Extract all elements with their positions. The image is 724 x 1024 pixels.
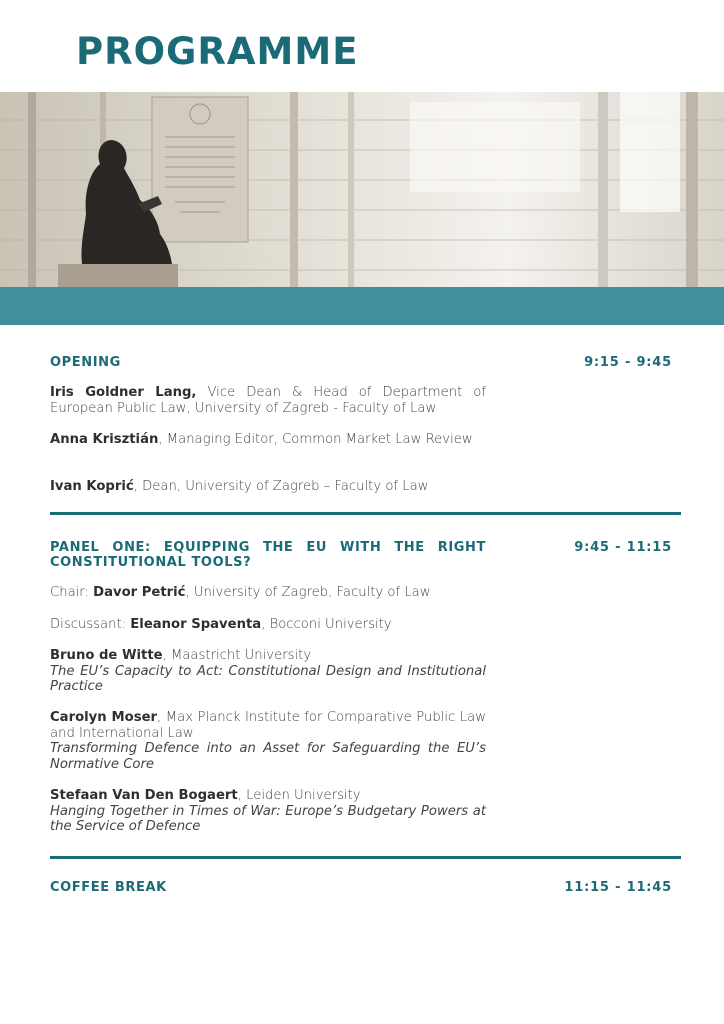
panel-one-section <box>50 540 680 840</box>
speaker-name: Bruno de Witte <box>50 648 163 663</box>
speaker-affiliation: Vice Dean & Head of Department of European Public Law, University of Zagreb - Faculty of Law <box>50 385 486 416</box>
speaker-name: Iris Goldner Lang, <box>50 385 197 400</box>
speaker-entry <box>50 432 486 448</box>
section-title: OPENING <box>50 355 121 370</box>
chair-entry <box>50 585 486 601</box>
discussant-entry <box>50 617 486 633</box>
section-time: 11:15 - 11:45 <box>564 880 672 895</box>
talk-title: Transforming Defence into an Asset for Safeguarding the EU’s Normative Core <box>50 741 486 772</box>
speaker-name: Ivan Koprić <box>50 479 134 494</box>
speaker-name: Stefaan Van Den Bogaert <box>50 788 238 803</box>
speaker-entry <box>50 710 486 772</box>
speaker-entry <box>50 648 486 695</box>
hero-photo <box>0 92 724 287</box>
speaker-affiliation: , Dean, University of Zagreb – Faculty of Law <box>133 479 429 494</box>
opening-section <box>50 355 680 505</box>
speaker-entry <box>50 479 486 495</box>
section-divider <box>50 856 681 859</box>
discussant-name: Eleanor Spaventa <box>130 617 262 632</box>
talk-title: The EU’s Capacity to Act: Constitutional Design and Institutional Practice <box>50 663 486 694</box>
section-title: PANEL ONE: EQUIPPING THE EU WITH THE RIGHT CONSTITUTIONAL TOOLS? <box>50 540 486 570</box>
speaker-name: Carolyn Moser <box>50 710 158 725</box>
page-title: PROGRAMME <box>76 30 359 73</box>
speaker-affiliation: , Leiden University <box>237 788 361 803</box>
section-time: 9:15 - 9:45 <box>584 355 672 370</box>
talk-title: Hanging Together in Times of War: Europe’s Budgetary Powers at the Service of Defence <box>50 803 486 834</box>
discussant-affiliation: , Bocconi University <box>261 617 392 632</box>
speaker-name: Anna Krisztián <box>50 432 159 447</box>
section-title: COFFEE BREAK <box>50 880 167 895</box>
speaker-entry <box>50 788 486 835</box>
speaker-affiliation: , Max Planck Institute for Comparative Public Law and International Law <box>50 710 487 741</box>
chair-affiliation: , University of Zagreb, Faculty of Law <box>185 585 431 600</box>
role-label: Chair: <box>50 585 94 600</box>
speaker-affiliation: , Maastricht University <box>162 648 312 663</box>
statue-photo-icon <box>0 92 724 287</box>
accent-band <box>0 287 724 325</box>
speaker-entry <box>50 385 486 416</box>
chair-name: Davor Petrić <box>93 585 186 600</box>
role-label: Discussant: <box>50 617 131 632</box>
speaker-affiliation: , Managing Editor, Common Market Law Review <box>158 432 473 447</box>
coffee-break-section <box>50 880 680 900</box>
section-time: 9:45 - 11:15 <box>574 540 672 555</box>
section-divider <box>50 512 681 515</box>
